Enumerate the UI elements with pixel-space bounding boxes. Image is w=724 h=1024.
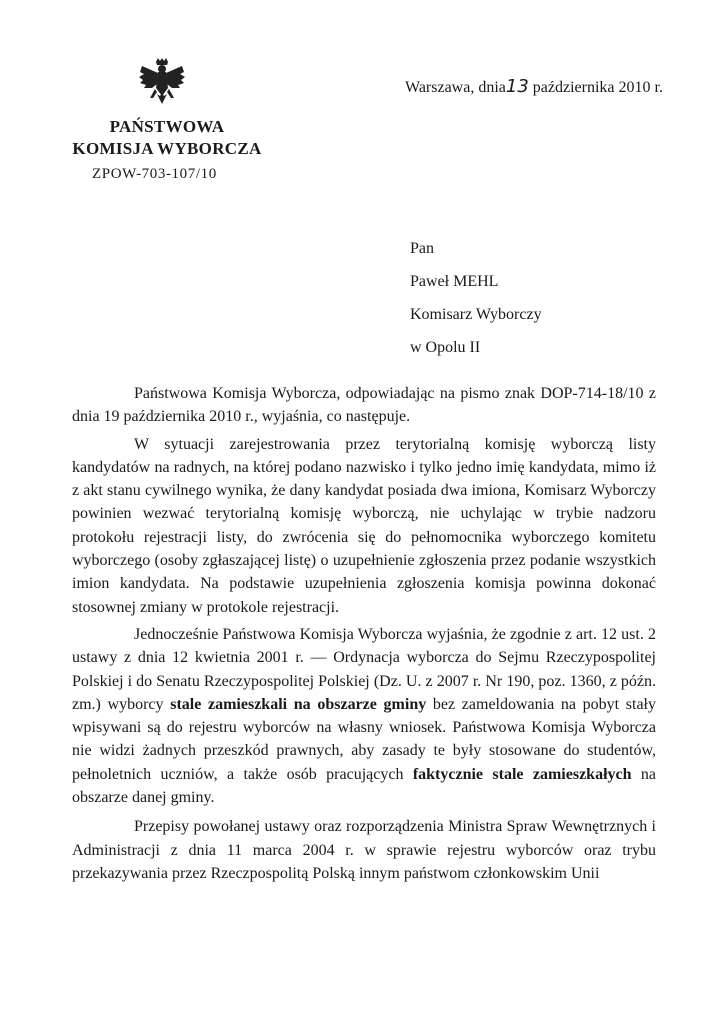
paragraph-1: Państwowa Komisja Wyborcza, odpowiadając na pismo znak DOP-714-18/10 z dnia 19 października 2010 r., wyjaśnia, co następuje. [72, 385, 656, 426]
recipient-salutation: Pan [410, 240, 434, 257]
paragraph-3-bold-1: stale zamieszkali na obszarze gminy [170, 695, 427, 713]
org-line-1: PAŃSTWOWA [109, 117, 225, 136]
date-suffix: października 2010 r. [528, 79, 663, 96]
date-line [405, 76, 663, 97]
paragraph-3-bold-2: faktycznie stale zamieszkałych [412, 765, 632, 783]
date-prefix: Warszawa, dnia [405, 79, 506, 96]
organization-name [60, 116, 274, 160]
paragraph-2: W sytuacji zarejestrowania przez terytorialną komisję wyborczą listy kandydatów na radnych, na której podano nazwisko i tylko jedno imię kandydata, mimo iż z akt stanu cywilnego wynika, że dany kandydat posiada dwa imiona, Komisarz Wyborczy powinien wezwać terytorialną komisję wyborczą, nie uchylając w trybie nadzoru protokołu rejestracji listy, do zwrócenia się do pełnomocnika wyborczego komitetu wyborczego (osoby zgłaszającej listę) o uzupełnienie zgłoszenia przez podanie wszystkich imion kandydata. Na podstawie uzupełnienia zgłoszenia komisja powinna dokonać stosownej zmiany w protokole rejestracji. [72, 435, 656, 616]
paragraph-4: Przepisy powołanej ustawy oraz rozporządzenia Ministra Spraw Wewnętrznych i Administracji z dnia 11 marca 2004 r. w sprawie rejestru wyborców oraz trybu przekazywania przez Rzeczpospolitą Polską innym państwom członkowskim Unii [72, 818, 656, 882]
date-day-handwritten: 13 [505, 76, 529, 97]
eagle-emblem [138, 58, 186, 108]
paragraph-3-part-c: bez zameldowania na pobyt stały wpisywani są do rejestru wyborców na własny wniosek. Państwowa Komisja Wyborcza nie widzi żadnych przeszkód prawnych, aby zasady te były stosowane do studentów, pełnoletnich uczniów, a także osób pracujących [72, 695, 656, 783]
paragraph-3 [72, 623, 656, 809]
recipient-block [410, 232, 542, 364]
letter-body [72, 382, 656, 885]
recipient-title: Komisarz Wyborczy [410, 306, 542, 323]
paragraph-3-part-a: Jednocześnie Państwowa Komisja Wyborcza wyjaśnia, że zgodnie z art. 12 ust. 2 ustawy z dnia 12 kwietnia 2001 r. — Ordynacja wyborcza do Sejmu Rzeczypospolitej Polskiej i do Senatu Rzeczypospolitej Polskiej (Dz. U. z 2007 r. Nr 190, poz. 1360, z późn. zm.) wyborcy [72, 625, 656, 713]
org-line-2: KOMISJA WYBORCZA [72, 139, 262, 158]
paragraph-3-part-d: na obszarze danej gminy. [72, 765, 657, 807]
recipient-name: Paweł MEHL [410, 273, 499, 290]
recipient-location: w Opolu II [410, 339, 481, 356]
reference-number: ZPOW-703-107/10 [92, 166, 217, 182]
